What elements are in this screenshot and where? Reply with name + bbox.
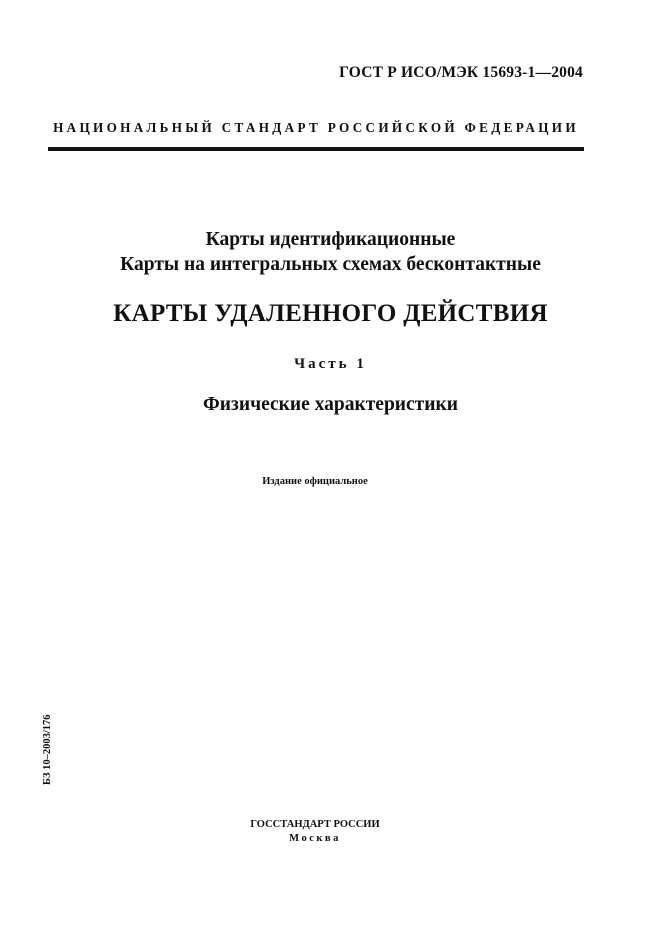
publisher: ГОССТАНДАРТ РОССИИ bbox=[250, 819, 380, 830]
header-divider bbox=[48, 147, 584, 151]
title-line-1: Карты идентификационные bbox=[205, 229, 456, 250]
edition-label: Издание официальное bbox=[262, 476, 368, 487]
subtitle: Физические характеристики bbox=[203, 394, 458, 415]
part-label: Часть 1 bbox=[294, 356, 367, 372]
city: Москва bbox=[289, 833, 341, 844]
standard-category: НАЦИОНАЛЬНЫЙ СТАНДАРТ РОССИЙСКОЙ ФЕДЕРАЦИИ bbox=[53, 120, 579, 135]
title-line-2: Карты на интегральных схемах бесконтактные bbox=[120, 254, 541, 275]
side-code: БЗ 10–2003/176 bbox=[42, 714, 53, 785]
main-title: КАРТЫ УДАЛЕННОГО ДЕЙСТВИЯ bbox=[113, 300, 548, 327]
standard-number: ГОСТ Р ИСО/МЭК 15693-1—2004 bbox=[339, 64, 583, 81]
